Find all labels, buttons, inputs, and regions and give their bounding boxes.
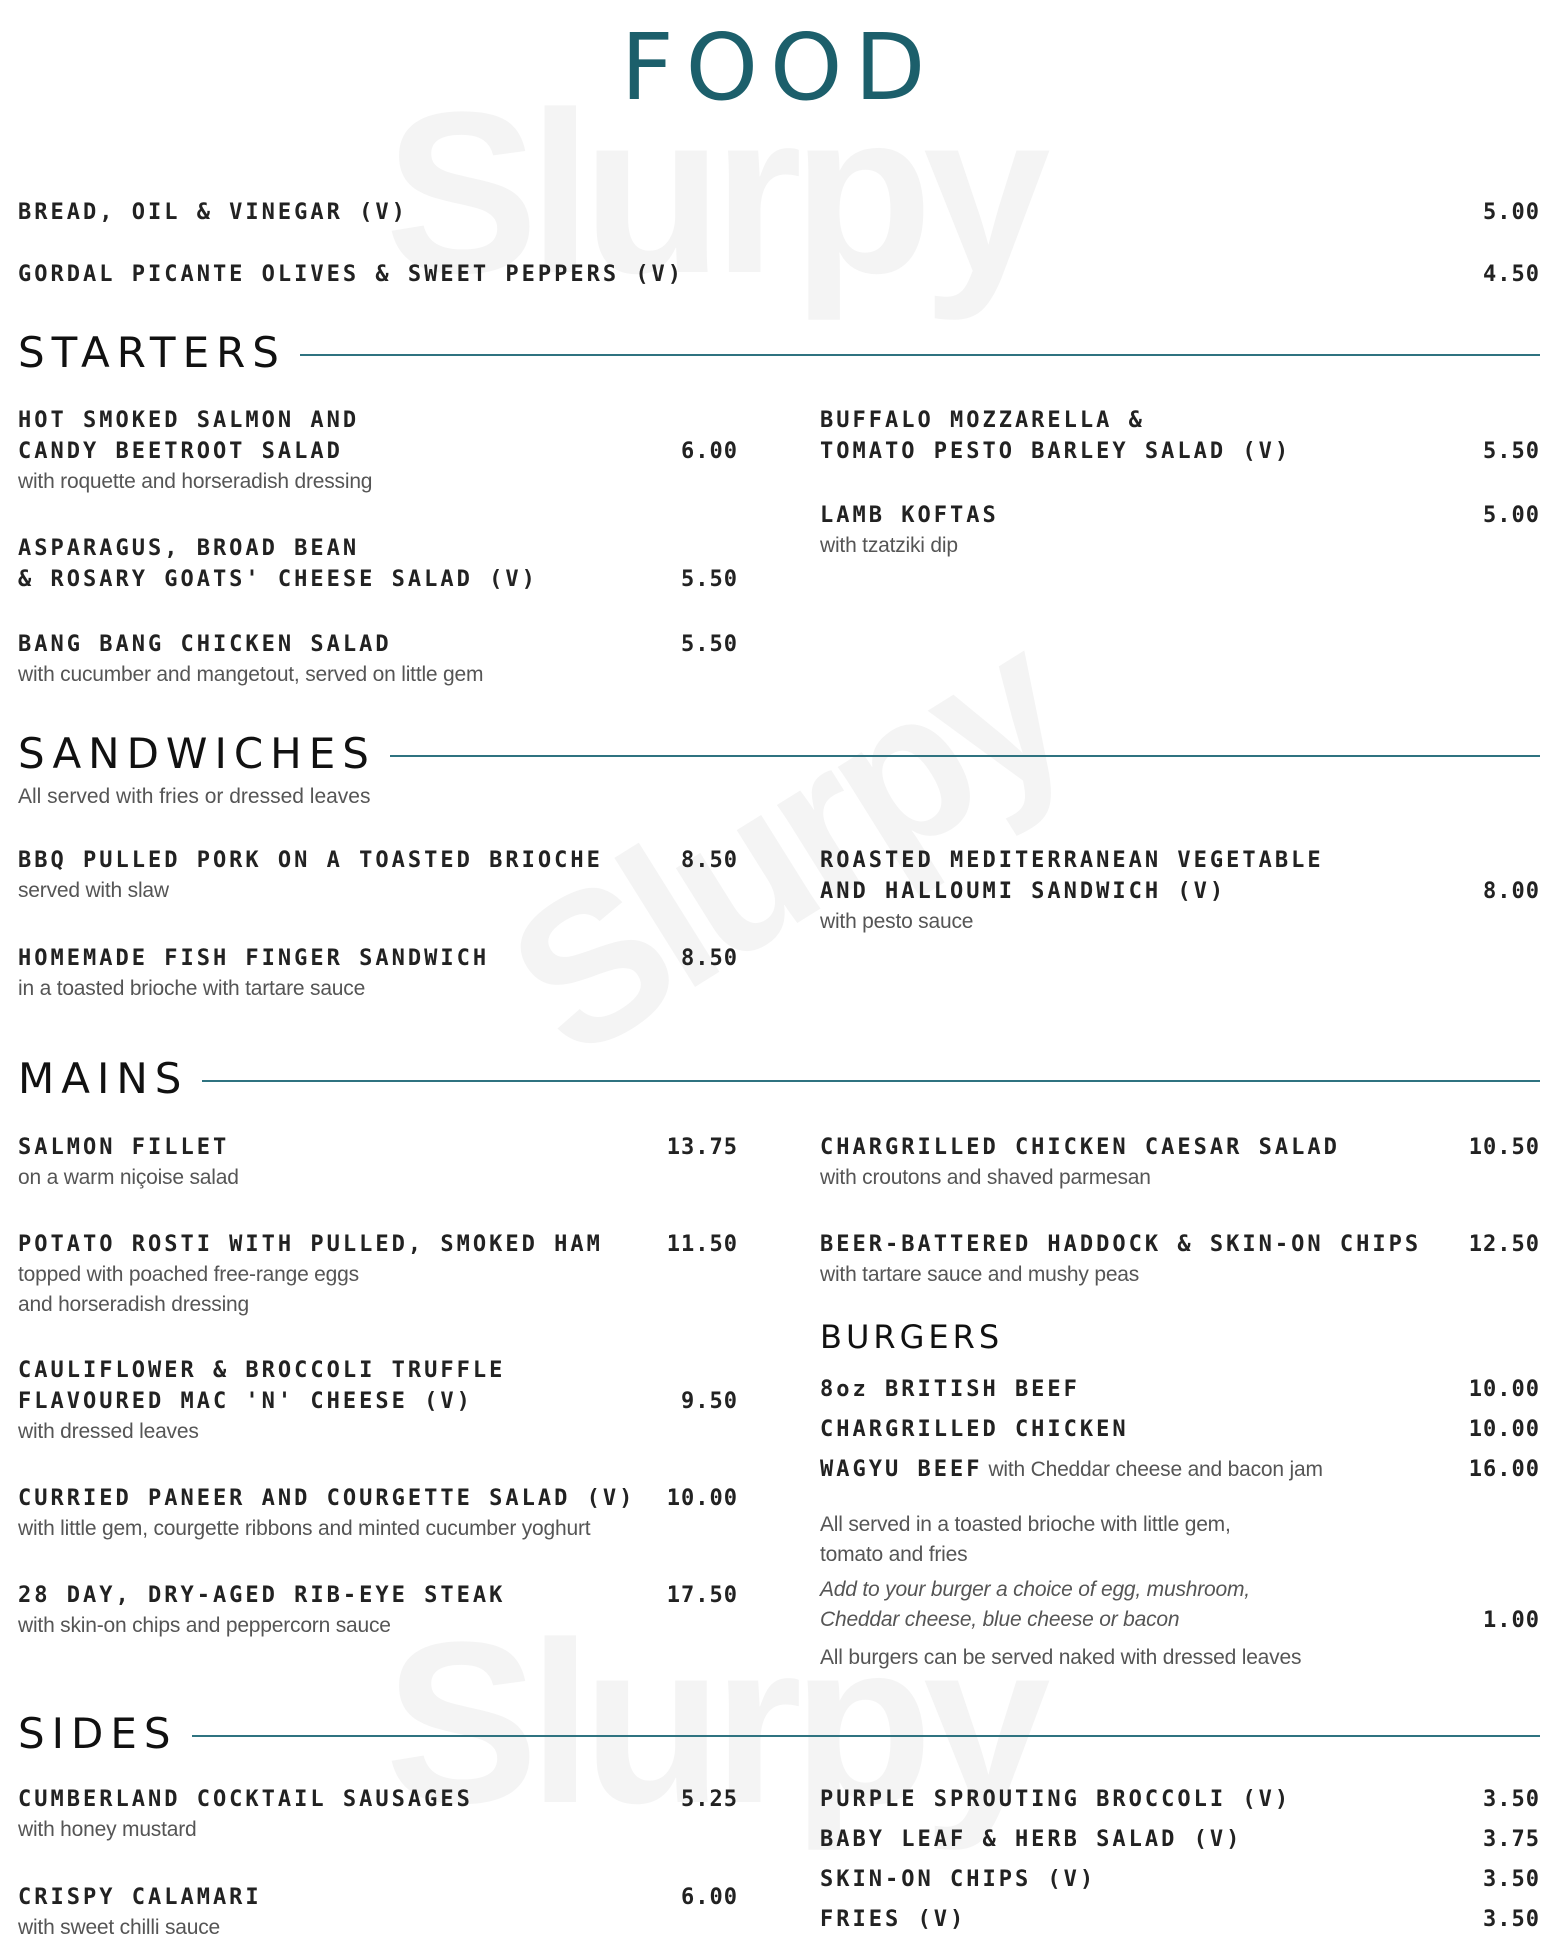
item-description: with little gem, courgette ribbons and minted cucumber yoghurt	[18, 1517, 591, 1540]
item-price: 5.50	[681, 567, 738, 592]
section-header-sandwiches	[18, 728, 1540, 778]
item-name: LAMB KOFTAS	[820, 503, 999, 528]
item-name: ROASTED MEDITERRANEAN VEGETABLE	[820, 848, 1324, 873]
item-name: CANDY BEETROOT SALAD	[18, 439, 343, 464]
item-description: with tzatziki dip	[820, 534, 958, 557]
menu-item	[18, 197, 408, 228]
item-price: 5.25	[681, 1787, 738, 1812]
section-title: MAINS	[18, 1053, 189, 1103]
addon-line: Cheddar cheese, blue cheese or bacon	[820, 1608, 1180, 1631]
item-description: with cucumber and mangetout, served on little gem	[18, 663, 484, 686]
item-name: HOT SMOKED SALMON AND	[18, 408, 360, 433]
section-title: STARTERS	[18, 327, 286, 377]
item-description: and horseradish dressing	[18, 1293, 250, 1316]
item-description: on a warm niçoise salad	[18, 1166, 239, 1189]
item-price: 5.50	[1483, 439, 1540, 464]
burgers-note	[820, 1510, 1231, 1570]
item-name: 28 DAY, DRY-AGED RIB-EYE STEAK	[18, 1583, 506, 1608]
item-name	[820, 1454, 1323, 1485]
menu-item	[18, 533, 538, 595]
item-price: 6.00	[681, 1885, 738, 1910]
item-description: with Cheddar cheese and bacon jam	[988, 1458, 1323, 1481]
item-price: 16.00	[1468, 1457, 1540, 1482]
item-price: 9.50	[681, 1389, 738, 1414]
item-description: with croutons and shaved parmesan	[820, 1166, 1151, 1189]
menu-item	[820, 1824, 1242, 1855]
item-description: with pesto sauce	[820, 910, 974, 933]
menu-item	[18, 405, 372, 497]
item-price: 10.00	[1468, 1417, 1540, 1442]
menu-item	[820, 1132, 1340, 1193]
menu-item	[820, 1374, 1080, 1405]
item-name: CHARGRILLED CHICKEN CAESAR SALAD	[820, 1135, 1340, 1160]
menu-item	[820, 1229, 1421, 1290]
item-name: 8oz BRITISH BEEF	[820, 1377, 1080, 1402]
item-description: in a toasted brioche with tartare sauce	[18, 977, 366, 1000]
item-name: BBQ PULLED PORK ON A TOASTED BRIOCHE	[18, 848, 603, 873]
note-line: All burgers can be served naked with dressed leaves	[820, 1646, 1302, 1669]
item-price: 3.50	[1483, 1787, 1540, 1812]
item-name: PURPLE SPROUTING BROCCOLI (V)	[820, 1787, 1292, 1812]
item-name: CUMBERLAND COCKTAIL SAUSAGES	[18, 1787, 473, 1812]
item-name: & ROSARY GOATS' CHEESE SALAD (V)	[18, 567, 538, 592]
item-price: 8.50	[681, 848, 738, 873]
item-name: FLAVOURED MAC 'N' CHEESE (V)	[18, 1389, 473, 1414]
divider	[202, 1080, 1540, 1082]
item-price: 1.00	[1483, 1608, 1540, 1633]
divider	[192, 1735, 1540, 1737]
item-price: 5.00	[1483, 200, 1540, 225]
item-name: GORDAL PICANTE OLIVES & SWEET PEPPERS (V)	[18, 262, 685, 287]
item-price: 5.00	[1483, 503, 1540, 528]
note-line: tomato and fries	[820, 1543, 968, 1566]
section-header-starters	[18, 327, 1540, 377]
divider	[390, 755, 1540, 757]
menu-item	[18, 943, 489, 1004]
item-name: CAULIFLOWER & BROCCOLI TRUFFLE	[18, 1358, 506, 1383]
item-price: 5.50	[681, 632, 738, 657]
item-price: 3.50	[1483, 1907, 1540, 1932]
menu-item	[18, 1355, 505, 1447]
menu-item	[18, 1132, 239, 1193]
section-title: SIDES	[18, 1708, 178, 1758]
menu-item	[820, 1904, 966, 1935]
item-name: AND HALLOUMI SANDWICH (V)	[820, 879, 1227, 904]
menu-item	[820, 1454, 1323, 1485]
item-price: 10.00	[666, 1486, 738, 1511]
item-price: 3.50	[1483, 1867, 1540, 1892]
item-name: TOMATO PESTO BARLEY SALAD (V)	[820, 439, 1292, 464]
item-price: 10.50	[1468, 1135, 1540, 1160]
menu-item	[18, 629, 483, 690]
item-price: 17.50	[666, 1583, 738, 1608]
menu-item	[820, 500, 999, 561]
menu-item	[18, 1882, 262, 1943]
menu-item	[18, 1483, 635, 1544]
item-description: with dressed leaves	[18, 1420, 199, 1443]
menu-item	[820, 845, 1324, 937]
item-description: with tartare sauce and mushy peas	[820, 1263, 1140, 1286]
menu-item	[18, 845, 603, 906]
menu-item	[18, 1580, 505, 1641]
item-description: with roquette and horseradish dressing	[18, 470, 373, 493]
item-name: BABY LEAF & HERB SALAD (V)	[820, 1827, 1243, 1852]
item-price: 10.00	[1468, 1377, 1540, 1402]
item-name: CHARGRILLED CHICKEN	[820, 1417, 1129, 1442]
menu-item	[820, 1864, 1096, 1895]
item-name: CRISPY CALAMARI	[18, 1885, 262, 1910]
menu-item	[18, 1784, 473, 1845]
item-description: served with slaw	[18, 879, 169, 902]
section-note: All served with fries or dressed leaves	[18, 785, 371, 808]
menu-item	[820, 1784, 1291, 1815]
item-description: with honey mustard	[18, 1818, 197, 1841]
item-name: POTATO ROSTI WITH PULLED, SMOKED HAM	[18, 1232, 603, 1257]
section-header-sides	[18, 1708, 1540, 1758]
item-price: 13.75	[666, 1135, 738, 1160]
item-name: ASPARAGUS, BROAD BEAN	[18, 536, 360, 561]
item-description: with sweet chilli sauce	[18, 1916, 220, 1939]
section-header-mains	[18, 1053, 1540, 1103]
note-line: All served in a toasted brioche with little gem,	[820, 1513, 1231, 1536]
burgers-note	[820, 1643, 1301, 1673]
item-price: 8.50	[681, 946, 738, 971]
menu-item	[820, 1414, 1129, 1445]
menu-item	[820, 405, 1291, 467]
item-price: 8.00	[1483, 879, 1540, 904]
menu-item	[18, 1229, 603, 1320]
addon-line: Add to your burger a choice of egg, mushroom,	[820, 1578, 1250, 1601]
item-price: 3.75	[1483, 1827, 1540, 1852]
item-price: 11.50	[666, 1232, 738, 1257]
item-description: topped with poached free-range eggs	[18, 1263, 359, 1286]
burgers-addon	[820, 1575, 1250, 1635]
burgers-heading: BURGERS	[820, 1318, 1004, 1356]
burger-name: WAGYU BEEF	[820, 1457, 983, 1482]
item-name: FRIES (V)	[820, 1907, 967, 1932]
item-name: BUFFALO MOZZARELLA &	[820, 408, 1145, 433]
item-name: SKIN-ON CHIPS (V)	[820, 1867, 1097, 1892]
item-name: HOMEMADE FISH FINGER SANDWICH	[18, 946, 490, 971]
item-price: 6.00	[681, 439, 738, 464]
section-title: SANDWICHES	[18, 728, 376, 778]
item-name: SALMON FILLET	[18, 1135, 230, 1160]
item-description: with skin-on chips and peppercorn sauce	[18, 1614, 391, 1637]
item-price: 12.50	[1468, 1232, 1540, 1257]
item-name: BANG BANG CHICKEN SALAD	[18, 632, 392, 657]
item-name: BREAD, OIL & VINEGAR (V)	[18, 200, 408, 225]
menu-item	[18, 259, 684, 290]
item-name: BEER-BATTERED HADDOCK & SKIN-ON CHIPS	[820, 1232, 1422, 1257]
item-name: CURRIED PANEER AND COURGETTE SALAD (V)	[18, 1486, 636, 1511]
item-price: 4.50	[1483, 262, 1540, 287]
divider	[300, 354, 1540, 356]
page-title: FOOD	[620, 14, 938, 121]
